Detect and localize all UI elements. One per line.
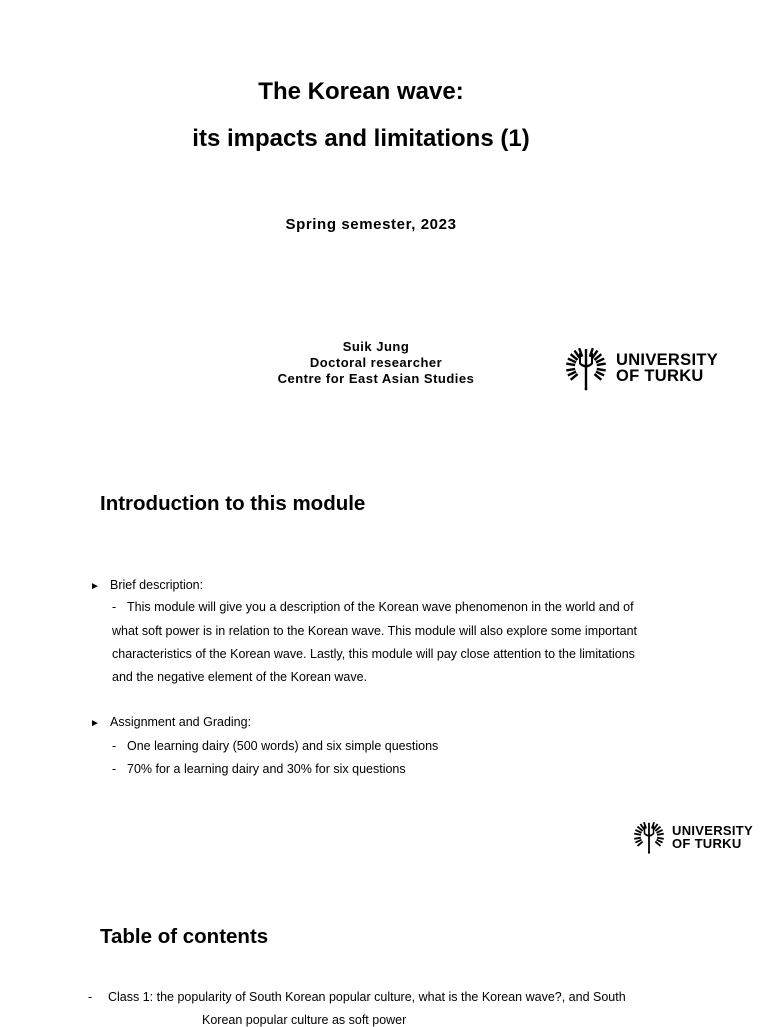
university-wordmark — [672, 824, 753, 850]
semester-label: Spring semester, 2023 — [285, 216, 457, 233]
brief-line-4: and the negative element of the Korean wave. — [112, 670, 368, 684]
toc-item-1: - Class 1: the popularity of South Korean popular culture, what is the Korean wave?, and South — [88, 990, 626, 1004]
wordmark-line-1: UNIVERSITY — [672, 823, 754, 838]
title-line-2: its impacts and limitations (1) — [192, 125, 530, 152]
brief-line-1: - This module will give you a description of the Korean wave phenomenon in the world and of — [112, 600, 634, 614]
toc-heading: Table of contents — [100, 925, 269, 948]
university-wordmark — [616, 352, 718, 385]
wordmark-line-2: OF TURKU — [672, 836, 742, 851]
university-logo-small — [634, 819, 753, 855]
university-emblem-icon — [634, 819, 664, 855]
wordmark-line-1: UNIVERSITY — [616, 350, 719, 369]
bullet-brief-description — [90, 578, 203, 592]
bullet-arrow-icon: ► — [90, 718, 100, 729]
presenter-unit: Centre for East Asian Studies — [277, 371, 475, 386]
intro-heading: Introduction to this module — [100, 492, 366, 515]
toc-item-1-continued: Korean popular culture as soft power — [202, 1013, 407, 1027]
presenter-role: Doctoral researcher — [309, 355, 443, 370]
brief-label: Brief description: — [110, 578, 204, 592]
bullet-assignment-grading — [90, 715, 251, 729]
university-emblem-icon — [566, 345, 606, 391]
assignment-item-2: - 70% for a learning dairy and 30% for six questions — [112, 762, 406, 776]
wordmark-line-2: OF TURKU — [616, 367, 704, 385]
brief-line-2: what soft power is in relation to the Korean wave. This module will also explore some important — [112, 624, 638, 638]
assignment-label: Assignment and Grading: — [110, 715, 252, 729]
assignment-item-1: - One learning dairy (500 words) and six simple questions — [112, 739, 439, 753]
presenter-name: Suik Jung — [342, 339, 410, 354]
title-line-1: The Korean wave: — [258, 78, 464, 105]
bullet-arrow-icon: ► — [90, 581, 100, 592]
university-logo-large — [566, 345, 718, 391]
presenter-block — [226, 339, 526, 387]
brief-line-3: characteristics of the Korean wave. Lastly, this module will pay close attention to the limitations — [112, 647, 635, 661]
